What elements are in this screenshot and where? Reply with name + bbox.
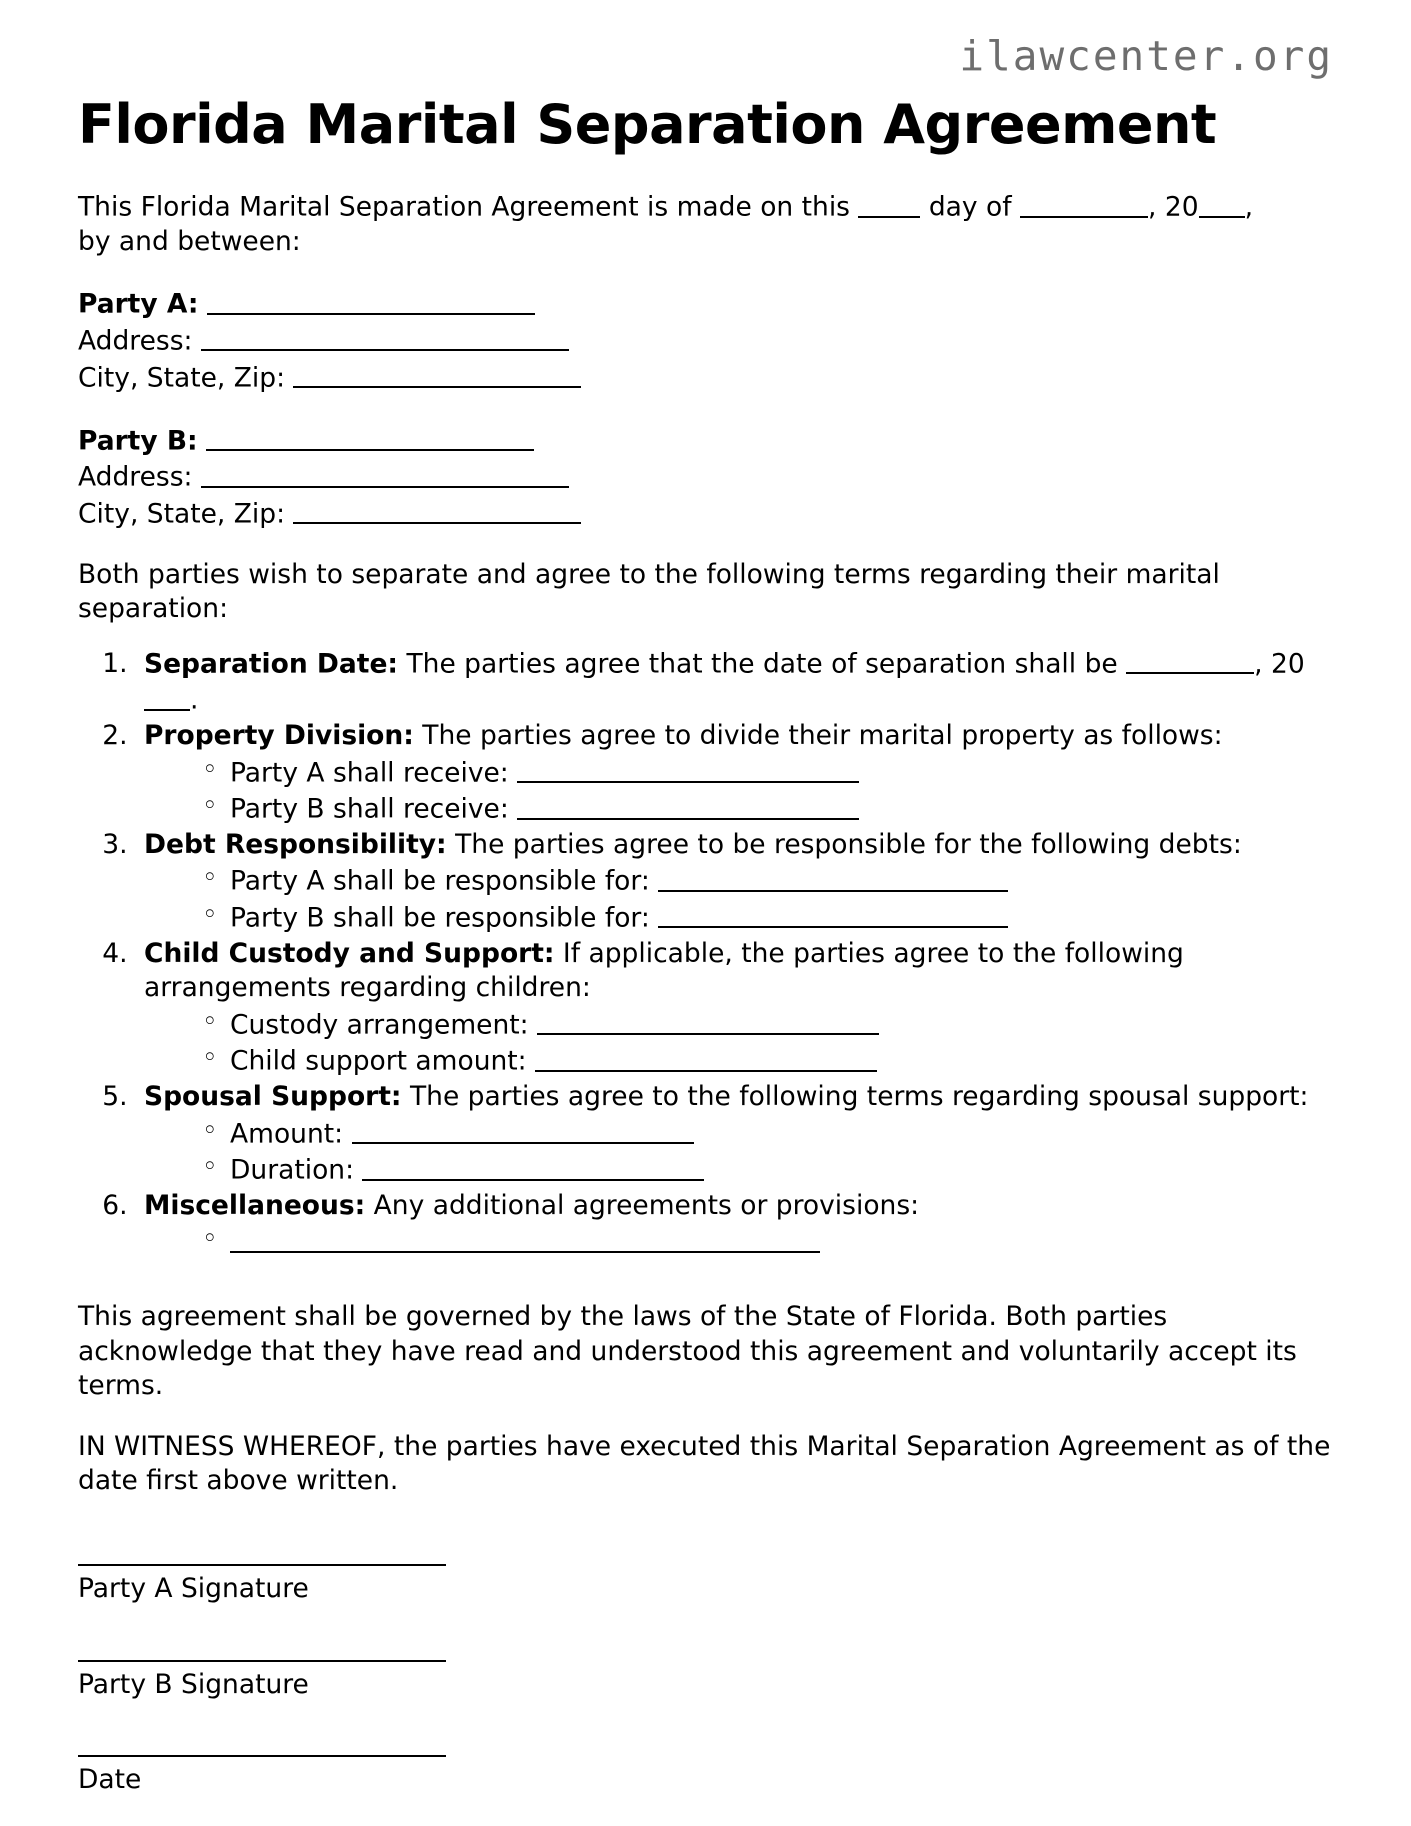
- party-a-signature-label: Party A Signature: [78, 1573, 309, 1605]
- sub-label: Child support amount:: [230, 1045, 536, 1077]
- sub-label: Duration:: [230, 1154, 363, 1186]
- witness-paragraph: IN WITNESS WHEREOF, the parties have executed this Marital Separation Agreement as of the date first above written.: [78, 1430, 1331, 1496]
- property-division-sublist: [144, 754, 1324, 827]
- signature-block: [78, 1564, 1333, 1795]
- watermark-row: [78, 0, 1333, 96]
- party-a-city-blank[interactable]: [293, 359, 581, 388]
- party-b-city-blank[interactable]: [293, 495, 581, 524]
- party-b-debt-blank[interactable]: [658, 899, 1008, 928]
- term-item-debt-responsibility: [136, 828, 1324, 936]
- term-item-property-division: [136, 719, 1324, 827]
- governing-law-paragraph: This agreement shall be governed by the laws of the State of Florida. Both parties acknowledge that they have read and understood this agreement and voluntarily accept its terms.: [78, 1301, 1297, 1402]
- term-text: The parties agree to divide their marital property as follows:: [413, 720, 1223, 752]
- party-b-signature-label: Party B Signature: [78, 1668, 309, 1700]
- list-item: [200, 862, 1324, 899]
- party-a-address-blank[interactable]: [201, 322, 569, 351]
- party-b-name-blank[interactable]: [206, 422, 534, 451]
- closing-block: [78, 1300, 1333, 1498]
- intro-text-b: day of: [920, 191, 1020, 223]
- signature-group-party-b: [78, 1660, 1333, 1701]
- term-label: Child Custody and Support:: [144, 937, 555, 969]
- terms-list: [78, 645, 1333, 1261]
- miscellaneous-sublist: [144, 1223, 1324, 1260]
- party-b-city-label: City, State, Zip:: [78, 498, 286, 530]
- party-a-name-blank[interactable]: [207, 285, 535, 314]
- year-blank[interactable]: [1199, 188, 1245, 217]
- party-a-debt-blank[interactable]: [658, 862, 1008, 891]
- party-a-receive-blank[interactable]: [517, 754, 859, 783]
- term-text: The parties agree to be responsible for the following debts:: [446, 828, 1242, 860]
- sub-label: Party B shall receive:: [230, 793, 518, 825]
- signature-group-party-a: [78, 1564, 1333, 1605]
- term-label: Spousal Support:: [144, 1081, 402, 1113]
- party-a-signature-line[interactable]: [78, 1564, 446, 1566]
- term-item-child-custody: [136, 937, 1324, 1079]
- miscellaneous-blank[interactable]: [230, 1223, 820, 1252]
- list-item: [200, 754, 1324, 791]
- party-a-label: Party A:: [78, 288, 199, 320]
- party-a-address-label: Address:: [78, 325, 193, 357]
- site-watermark: ilawcenter.org: [959, 32, 1333, 80]
- list-item: [200, 899, 1324, 936]
- spousal-duration-blank[interactable]: [362, 1151, 704, 1180]
- term-label: Property Division:: [144, 720, 414, 752]
- intro-text-c: , 20: [1147, 191, 1199, 223]
- child-support-amount-blank[interactable]: [535, 1042, 877, 1071]
- separation-year-blank[interactable]: [144, 681, 190, 710]
- spousal-amount-blank[interactable]: [352, 1115, 694, 1144]
- sub-label: Party A shall be responsible for:: [230, 865, 659, 897]
- intro-paragraph: [78, 188, 1333, 259]
- sub-label: Custody arrangement:: [230, 1009, 538, 1040]
- recital-paragraph: Both parties wish to separate and agree to the following terms regarding their marital separation:: [78, 558, 1220, 625]
- list-item: [200, 1151, 1324, 1188]
- party-b-address-label: Address:: [78, 461, 193, 493]
- custody-arrangement-blank[interactable]: [537, 1006, 879, 1035]
- child-custody-sublist: [144, 1006, 1324, 1079]
- party-b-address-blank[interactable]: [201, 458, 569, 487]
- party-a-city-label: City, State, Zip:: [78, 362, 286, 394]
- party-b-label: Party B:: [78, 424, 198, 456]
- intro-line-2: by and between:: [78, 226, 301, 258]
- spousal-support-sublist: [144, 1115, 1324, 1188]
- term-text-end: .: [190, 684, 199, 716]
- party-a-name-line: [78, 285, 1333, 322]
- list-item: [200, 1223, 1324, 1260]
- term-text-after: , 20: [1254, 647, 1305, 679]
- party-b-receive-blank[interactable]: [517, 790, 859, 819]
- term-text: The parties agree that the date of separation shall be: [398, 647, 1127, 679]
- party-a-block: [78, 285, 1333, 395]
- party-b-name-line: [78, 422, 1333, 459]
- party-b-signature-line[interactable]: [78, 1660, 446, 1662]
- list-item: [200, 1042, 1324, 1079]
- list-item: [200, 790, 1324, 827]
- party-b-block: [78, 422, 1333, 532]
- intro-text-d: ,: [1244, 191, 1253, 223]
- separation-date-blank[interactable]: [1126, 645, 1254, 674]
- sub-label: Party B shall be responsible for:: [230, 902, 659, 934]
- day-blank[interactable]: [858, 188, 920, 217]
- party-b-address-line: [78, 458, 1333, 495]
- term-item-spousal-support: [136, 1080, 1324, 1188]
- term-text: If applicable, the parties agree to the following arrangements regarding children:: [144, 937, 1184, 1004]
- term-item-separation-date: [136, 645, 1324, 718]
- list-item: [200, 1006, 1324, 1043]
- term-item-miscellaneous: [136, 1189, 1324, 1260]
- term-label: Separation Date:: [144, 647, 399, 679]
- party-b-city-line: [78, 495, 1333, 532]
- page-title: Florida Marital Separation Agreement: [78, 93, 1217, 156]
- signature-group-date: [78, 1755, 1333, 1796]
- date-signature-line[interactable]: [78, 1755, 446, 1757]
- party-a-address-line: [78, 322, 1333, 359]
- term-text: Any additional agreements or provisions:: [365, 1190, 920, 1222]
- term-label: Debt Responsibility:: [144, 828, 447, 860]
- list-item: [200, 1115, 1324, 1152]
- party-a-city-line: [78, 359, 1333, 396]
- date-signature-label: Date: [78, 1763, 142, 1795]
- intro-text-a: This Florida Marital Separation Agreement is made on this: [78, 191, 859, 223]
- term-text: The parties agree to the following terms regarding spousal support:: [401, 1081, 1309, 1113]
- term-label: Miscellaneous:: [144, 1190, 366, 1222]
- sub-label: Party A shall receive:: [230, 756, 518, 788]
- debt-responsibility-sublist: [144, 862, 1324, 935]
- sub-label: Amount:: [230, 1117, 352, 1149]
- month-blank[interactable]: [1020, 188, 1148, 217]
